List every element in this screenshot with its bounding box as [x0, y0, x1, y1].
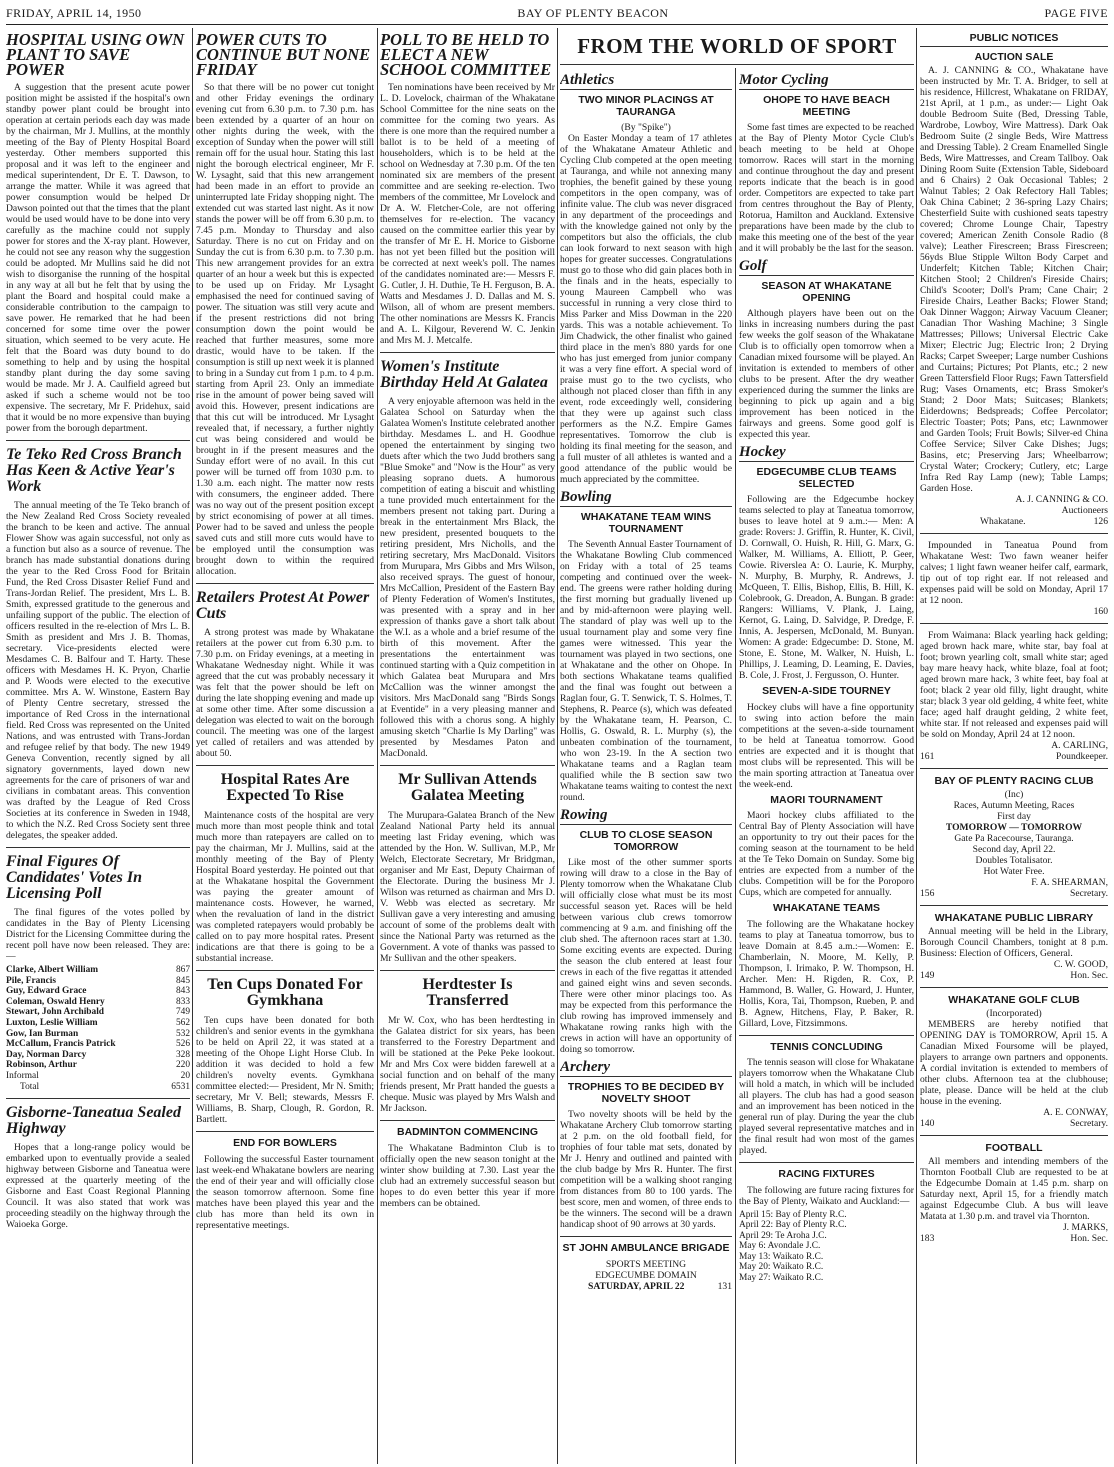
headline-power-cuts: POWER CUTS TO CONTINUE BUT NONE FRIDAY	[196, 30, 371, 79]
headline-hospital-rates: Hospital Rates Are Expected To Rise	[220, 771, 350, 804]
racing-line: TOMORROW — TOMORROW	[945, 822, 1083, 833]
section-golf: Golf	[739, 258, 914, 276]
article-hospital-rates: Maintenance costs of the hospital are very much more than most people think and total much more than ratepayers are called on to pay the chairman, Mr J. Mullins, said at the monthly meeting of the Bay of Plenty Hospital Board yesterday. He pointed out that at the Whakatane hospital the Government was paying the greater amount of maintenance costs. However, he warned, when the revaluation of land in the district was completed ratepayers would probably be called on to pay more hospital rates. Present indications are that there is going to be a substantial increase.	[196, 810, 374, 964]
golfclub-footer	[920, 1118, 1108, 1129]
article-gisborne: Hopes that a long-range policy would be embarked upon to eventually provide a sealed highway between Gisborne and Taneatua were expressed at the quarterly meeting of the Gisborne and East Coast Regional Planning Council. It was also stated that work was proceeding steadily on the highway through the Waioeka Gorge.	[6, 1142, 190, 1231]
divider	[560, 1236, 732, 1237]
headline-bowlers: END FOR BOWLERS	[233, 1137, 337, 1149]
candidate-name: Robinson, Arthur	[6, 1060, 77, 1071]
total-label: Total	[20, 1081, 40, 1092]
vote-count: 532	[175, 1028, 190, 1039]
headline-ten-cups: Ten Cups Donated For Gymkhana	[207, 976, 363, 1009]
byline-athletics: (By "Spike")	[621, 122, 671, 133]
auction-body: A. J. CANNING & CO., Whakatane have been instructed by Mr. T. A. Bridger, to sell at his residence, Hillcrest, Whakatane on FRIDAY, 21st April, at 1 p.m., as under:— Light Oak double Bedroom Suite (Bed, Dressing Table, Wardrobe, Lowboy, Wire Mattress). Dark Oak Bedroom Suite (2 single Beds, Wire Mattress and Dressing Table). 2 Cream Enamelled Single Beds, Wire Mattresses, and Cream Tallboy. Oak Dining Room Suite (Extension Table, Sideboard and 6 Chairs) 2 Oak Occasional Tables; 2 Walnut Tables; 2 Oak Refectory Hall Tables; Oak China Cabinet; 2 36-spring Lazy Chairs; Chesterfield Suite with cushioned seats tapestry covered; Chrome Lounge Chair, Tapestry covered; American Zenith Console Radio (8 valve); Leather Firescreen; Brass Firescreen; 56yds Blue Stipple Wilton Body Carpet and Underfelt; Kitchen Table; Kitchen Chair; Kitchen Stool; 2 Children's Fireside Chairs; Child's Scooter; Doll's Pram; Cane Chair; 2 Fireside Chairs, Leather Backs; Flower Stand; Oak Dinner Waggon; Airway Vacuum Cleaner; Canadian Thor Washing Machine; 3 Single Mattresses; Pillows; Universal Electric Cake Mixer; Electric Jug; Electric Iron; 2 Drying Racks; Carpet Sweeper; Large number Cushions and Curtains; Pictures; Pot Plants, etc.; 2 new Green Tattersfield Floor Rugs; Fawn Tattersfield Rug; Vases Ornaments, etc; Brass Smoker's Stand; 2 Door Mats; Suitcases; Blankets; Eiderdowns; Bedspreads; Coffee Percolator; Electric Toaster; Pots; Pans, etc; Lawnmower and Garden Tools; Fruit Bowls; Silver-ed China Coffee Service; Silver Cake Dishes; Jugs; Basins, etc; Preserving Jars; Wheelbarrow; Crystal Water; Crockery; Cutlery, etc; Large Infra Red Ray Lamp (new); Table Lamps; Garden Hose.	[920, 65, 1108, 494]
football-signature: J. MARKS,	[1062, 1222, 1108, 1233]
vote-count: 526	[175, 1039, 190, 1050]
article-athletics: On Easter Monday a team of 17 athletes of the Whakatane Amateur Athletic and Cycling Club competed at the open meeting at Tauranga, and while not annexing many trophies, the benefit gained by these young competitors in the open company, was of infinite value. The club was never disgraced in any department of the proceedings and with the knowledge gained not only by the competitors but also the officials, the club can look forward to next season with high hopes for greater successes. Congratulations must go to those who did gain places both in the finals and in the heats, especially to young Maureen Campbell who was successful in running a very close third to Miss Parker and Miss Dowman in the 220 yards. This was a notable achievement. To Jim Chadwick, the other finalist who gained third place in the men's 880 yards for one who has just emerged from junior company it was a very fine effort. A special word of praise must go to the two cyclists, who although not placed closer than fifth in any event, rode exceedingly well, considering that they were up against such class performers as the N.Z. Empire Games representatives. Tomorrow the club is holding its final meeting for the season, and a full muster of all athletes is wanted and a good attendance of the public would be much appreciated by the committee.	[560, 133, 732, 485]
candidate-name: Clarke, Albert William	[6, 965, 99, 975]
divider	[920, 1135, 1108, 1136]
column-1	[6, 28, 190, 1464]
divider	[196, 765, 374, 766]
column-rule	[192, 28, 193, 1464]
library-signature: C. W. GOOD,	[1053, 959, 1108, 970]
library-title: WHAKATANE PUBLIC LIBRARY	[934, 912, 1094, 924]
vote-count: 845	[175, 975, 190, 986]
waimana-notice: From Waimana: Black yearling hack gelding; aged brown hack mare, white star, bay foal at foot; brown yearling colt, small white star; aged bay mare heavy hack, white blaze, foal at foot; aged brown mare hack, 3 white feet, bay foal at foot; black 2 year old filly, light draught, white star; black 3 year old gelding, 4 white feet, white face; aged half draught gelding, 2 white feet, white star. If not released and expenses paid will be sold on Monday, April 24 at 12 noon.	[920, 630, 1108, 740]
fixtures-list	[739, 1210, 914, 1284]
table-row	[6, 1060, 190, 1071]
headline-athletics: TWO MINOR PLACINGS AT TAURANGA	[578, 94, 714, 118]
vote-count: 220	[175, 1060, 190, 1071]
racing-line: Second day, April 22.	[972, 844, 1056, 855]
golfclub-signature: A. E. CONWAY,	[1043, 1107, 1108, 1118]
pound-notice: Impounded in Taneatua Pound from Whakatane West: Two fawn weaner heifer calves; 1 light fawn weaner heifer calf, earmark, tip out of top right ear. If not released and expenses paid will be sold on Monday, April 17 at 12 noon.	[920, 540, 1108, 606]
vote-count: 562	[175, 1017, 190, 1028]
waimana-footer	[920, 751, 1108, 762]
candidate-name: McCallum, Francis Patrick	[6, 1039, 116, 1050]
headline-hockey: EDGECUMBE CLUB TEAMS SELECTED	[756, 466, 897, 490]
article-final-figures: The final figures of the votes polled by candidates in the Bay of Plenty Licensing District for the Licensing Committee during the recent poll have now been released. They are:—	[6, 907, 190, 962]
sport-banner-title: FROM THE WORLD OF SPORT	[577, 33, 897, 58]
auction-footer	[920, 516, 1108, 527]
article-rowing: Like most of the other summer sports rowing will draw to a close in the Bay of Plenty tomorrow when the Whakatane Club will officially close what must be its most successful season yet. Races will be held between various club crews tomorrow commencing at 9 a.m. and finishing off the club shed. The afternoon races start at 1.30. Some exciting events are expected. During the season the club entered at least four crews in each of the five regattas it attended and gained eight wins and seven seconds. There were other minor placings too. As may be expected from this performance the club rowing has improved immensely and Whakatane rowing ranks high with the crews in action will have an opportunity of doing so tomorrow.	[560, 857, 732, 1055]
headline-badminton: BADMINTON COMMENCING	[397, 1126, 538, 1138]
article-womens-institute: A very enjoyable afternoon was held in the Galatea School on Saturday when the Galatea Women's Institute celebrated another birthday. Mesdames L. and H. Goodhue opened the entertainment by singing two duets after which the two Judd brothers sang "Blue Smoke" and "Now is the Hour" as very pleasing soprano duets. A humorous competition of eating a biscuit and whistling a tune provided much entertainment for the members present not taking part. During a break in the entertainment Mrs Black, the new president, presented bouquets to the retiring president, Mrs Nicholls, and the retiring secretary, Mrs MacDonald. Visitors from Murupara, Mrs Gibbs and Mrs Wilson, also received sprays. The guest of honour, Mrs McCallion, President of the Eastern Bay of Plenty Federation of Women's Institutes, was presented with a spray and in her expression of thanks gave a short talk about the W.I. as a whole and a brief resume of the birth of this movement. After the presentations the entertainment was continued starting with a Quiz competition in which Galatea beat Murupara and Mrs McCallion was the winner amongst the visitors. Mrs MacDonald sang "Birds Songs at Eventide" in a very pleasing manner and followed this with a chorus song. A highly amusing sketch "Charlie Is My Darling" was presented by Mesdames Paton and MacDonald.	[380, 396, 555, 759]
divider	[920, 905, 1108, 906]
headline-whakatane-teams: WHAKATANE TEAMS	[773, 902, 880, 914]
article-maori-tournament: Maori hockey clubs affiliated to the Central Bay of Plenty Association will have an opportunity to try out their paces for the coming season at the tournament to be held at the Te Teko Domain on Sunday. Some big entries are expected from a number of the clubs. Competition will be for the Poroporo Cups, which are competed for annually.	[739, 810, 914, 898]
golfclub-body: MEMBERS are hereby notified that OPENING DAY is TOMORROW, April 15. A Canadian Mixed Foursome will be played, players to arrange own partners and opponents. A cordial invitation is extended to members of other clubs. Afternoon tea at the clubhouse; plate, please. Dance will be held at the club house in the evening.	[920, 1019, 1108, 1107]
list-item: April 22: Bay of Plenty R.C.	[739, 1220, 847, 1231]
divider	[6, 1098, 190, 1099]
golfclub-sub: (Incorporated)	[986, 1008, 1042, 1019]
candidate-name: Luxton, Leslie William	[6, 1017, 98, 1028]
football-signature-title: Hon. Sec.	[1070, 1233, 1108, 1244]
article-tennis: The tennis season will close for Whakatane players tomorrow when the Whakatane Club will hold a match, in which will be included all players. The club has had a good season and an improvement has been noticed in the general run of play. During the year the club played several representative matches and in the final result had won most of the games played.	[739, 1057, 914, 1156]
racing-line: Hot Water Free.	[983, 866, 1045, 877]
section-motor-cycling: Motor Cycling	[739, 72, 914, 90]
column-rule	[916, 28, 917, 1464]
list-item: May 20: Waikato R.C.	[739, 1262, 824, 1273]
auction-title: AUCTION SALE	[974, 51, 1054, 63]
notice-number: 161	[920, 751, 935, 762]
article-archery: Two novelty shoots will be held by the Whakatane Archery Club tomorrow starting at 2 p.m. on the old football field, for trophies of four table mat sets, donated by Mr J. Henry and outlined and painted with the club badge by Mrs R. Hunter. The first competition will be a walking shoot ranging from distances from 80 to 100 yards. The best score, men and women, of three ends to be the winners. The second will be a drawn handicap shoot of 90 arrows at 30 yards.	[560, 1109, 732, 1230]
notice-number: 156	[920, 888, 935, 899]
notice-number: 149	[920, 970, 935, 981]
sport-banner	[560, 28, 914, 65]
headline-archery: TROPHIES TO BE DECIDED BY NOVELTY SHOOT	[567, 1081, 725, 1105]
football-title: FOOTBALL	[985, 1142, 1043, 1154]
candidate-name: Day, Norman Darcy	[6, 1049, 87, 1060]
headline-final-figures: Final Figures Of Candidates' Votes In Licensing Poll	[6, 853, 143, 902]
headline-womens-institute: Women's Institute Birthday Held At Galatea	[380, 358, 548, 391]
list-item: May 13: Waikato R.C.	[739, 1251, 824, 1262]
divider	[380, 970, 555, 971]
divider	[920, 987, 1108, 988]
section-hockey: Hockey	[739, 444, 914, 462]
divider	[920, 533, 1108, 534]
article-power-cuts: So that there will be no power cut tonight and other Friday evenings the ordinary evening cut from 6.30 p.m. to 7.30 p.m. has been extended by a quarter of an hour on other nights during the week, with the exception of Sunday when the power will still remain off for the usual hour. Stating this last night the borough electrical engineer, Mr F. W. Lysaght, said that this new arrangement had been made in an effort to provide an uninterrupted late Friday shopping night. The extended cut was started last night. As it now stands the power will be off from 6.30 p.m. to 7.45 p.m. Monday to Thursday and also Saturday. There is no cut on Friday and on Sunday the cut is from 6.30 p.m. to 7.30 p.m. This new arrangement provides for an extra quarter of an hour a week but this is expected to be used up on Friday. Mr Lysaght emphasised the need for continued saving of power. The situation was still very acute and if the present restrictions did not bring consumption down the point would be reached that further measures, some more drastic, would have to be taken. If the consumption is still up next week it is planned to bring in a Sunday cut from 1 p.m. to 4 p.m. starting from April 23. Only an immediate rise in the amount of power being saved will avoid this. However, present indications are that this cut will be introduced. Mr Lysaght revealed that, if necessary, a further nightly cut was being considered and would be brought in if the present measures and the Sunday effort were of no avail. In this cut power will be turned off from 1030 p.m. to 1.30 a.m. each night. The matter now rests with consumers, the engineer added. There was no way out of the present position except by strict economising of power at all times. Power had to be saved and unless the people saved cuts and still more cuts would have to be employed until the consumption was brought down to within the required allocation.	[196, 82, 374, 577]
divider	[380, 352, 555, 353]
public-notices-header: PUBLIC NOTICES	[920, 32, 1108, 47]
candidate-name: Informal	[6, 1070, 39, 1081]
golfclub-signature-title: Secretary.	[1070, 1118, 1108, 1129]
racing-club-title: BAY OF PLENTY RACING CLUB	[934, 775, 1094, 787]
headline-retailers: Retailers Protest At Power Cuts	[196, 589, 370, 622]
vote-count: 328	[175, 1049, 190, 1060]
column-4	[560, 68, 732, 1464]
headline-golf: SEASON AT WHAKATANE OPENING	[761, 280, 892, 304]
notice-number: 140	[920, 1118, 935, 1129]
auction-signature: A. J. CANNING & CO.	[1015, 494, 1108, 505]
divider	[6, 847, 190, 848]
headline-gisborne: Gisborne-Taneatua Sealed Highway	[6, 1104, 181, 1138]
headline-tennis: TENNIS CONCLUDING	[770, 1040, 883, 1053]
racing-secretary: F. A. SHEARMAN,	[1031, 877, 1108, 888]
list-item: April 15: Bay of Plenty R.C.	[739, 1209, 847, 1220]
article-bowling: The Seventh Annual Easter Tournament of the Whakatane Bowling Club commenced on Friday with a total of 25 teams competing and continued over the week-end. The greens were rather holding during the first morning but gradually livened up and by mid-afternoon were playing well. The standard of play was well up to the usual tournament play and some very fine games were witnessed. This year the tournament was played in two sections, one at Whakatane and the other on Ohope. In both sections Whakatane teams qualified and the final was fought out between a Raglan four, G. T. Senwick, T. S. Holmes, T. Stephens, R. Pearce (s), which was defeated by the Whakatane team, H. Pearson, C. Hollis, G. Oswald, R. L. Murphy (s), the unbeaten combination of the tournament, who won 23-19. In the A section two Whakatane teams and a Raglan team qualified while the B section saw two Whakatane teams waiting to contest the next round.	[560, 539, 732, 803]
divider	[380, 765, 555, 766]
racing-line: Races, Autumn Meeting, Races	[953, 800, 1075, 811]
headline-bowling: WHAKATANE TEAM WINS TOURNAMENT	[580, 511, 712, 535]
vote-count: 843	[175, 986, 190, 997]
column-rule	[377, 28, 378, 1464]
st-john-line: SPORTS MEETING	[605, 1258, 687, 1270]
article-hockey: Following are the Edgecumbe hockey teams selected to play at Taneatua tomorrow, buses to leave hotel at 9 a.m.:— Men: A grade: Rovers: J. Griffin, R. Hunter, K. Civil, D. Cornwall, O. Huish, R. Hill, G. Marx, G. Walker, M. Williams, A. Elliott, P. Geer, Cowie. Riverslea A: O. Laurie, K. Murphy, N. Murphy, B. Murphy, R. Andrews, J. McQueen, T. Ellis, Bishop, Ellis, B. Hill, K. Colebrook, G. Dreadon, A. Bungan. B grade: Rangers: Williams, V. Plank, J. Laing, Kernot, G. Laing, D. Salvidge, P. Dredge, F. Innis, A. Jespersen, McDonald, M. Bunyan. Women: A grade: Edgecumbe: D. Stone, M. Stone, E. Stone, M. Walker, N. Huish, L. Phillips, J. Leaming, D. Leaming, E. Davies, B. Cole, J. Frost, J. Fergusson, O. Hunter.	[739, 494, 914, 681]
masthead-page: PAGE FIVE	[1044, 6, 1108, 20]
article-whakatane-teams: The following are the Whakatane hockey teams to play at Taneatua tomorrow, bus to leave Domain at 8.45 a.m.:—Women: E. Chamberlain, N. Moore, M. Kelly, P. Thompson, I. Irimako, P. W. Thompson, H. Archer. Men: H. Rigden, R. Cox, P. Hammond, B. Waller, G. Howard, J. Hunter, Hollis, Kora, Tai, Thompson, Rueben, P. and B. Agnew, Hitchens, Flay, P. Baker, R. Gillard, Love, Fitzsimmons.	[739, 918, 914, 1029]
st-john-date: SATURDAY, APRIL 22	[588, 1280, 685, 1292]
section-athletics: Athletics	[560, 72, 732, 90]
divider	[196, 1131, 374, 1132]
article-badminton: The Whakatane Badminton Club is to officially open the new season tonight at the winter show building at 7.30. Last year the club had an extremely successful season but hopes to do even better this year if more members can be obtained.	[380, 1142, 555, 1209]
headline-rowing: CLUB TO CLOSE SEASON TOMORROW	[579, 829, 713, 853]
column-rule	[557, 28, 558, 1464]
racing-club-sub: (Inc)	[1004, 789, 1024, 800]
racing-secretary-title: Secretary.	[1070, 888, 1108, 899]
article-bowlers: Following the successful Easter tournament last week-end Whakatane bowlers are nearing the end of their year and will officially close the season tomorrow afternoon. Some fine matches have been played this year and the club has more than held its own in representative meetings.	[196, 1153, 374, 1231]
headline-poll: POLL TO BE HELD TO ELECT A NEW SCHOOL COMMITTEE	[380, 30, 552, 79]
article-retailers: A strong protest was made by Whakatane retailers at the power cut from 6.30 p.m. to 7.30 p.m. on Friday evenings, at a meeting in Whakatane Wednesday night. While it was agreed that the cut was probably necessary it was felt that the power should be left on during the late shopping evening and made up at some other time. After some discussion a delegation was elected to wait on the borough council. The meeting was one of the largest yet called of retailers and was attended by about 50.	[196, 627, 374, 759]
column-6-notices	[920, 28, 1108, 1464]
football-body: All members and intending members of the Thornton Football Club are requested to be at the Edgecumbe Domain at 1.45 p.m. sharp on Saturday next, April 15, for a friendly match against Edgecumbe Club. A bus will leave Matata at 1.30 p.m. and travel via Thornton.	[920, 1156, 1108, 1222]
candidate-name: Guy, Edward Grace	[6, 986, 87, 997]
library-body: Annual meeting will be held in the Library, Borough Council Chambers, tonight at 8 p.m. Business: Election of Officers, General.	[920, 926, 1108, 959]
article-golf: Although players have been out on the links in increasing numbers during the past few weeks the golf season of the Whakatane Club is to officially open tomorrow when a Canadian mixed foursome will be played. An invitation is extended to members of other clubs to be present. After the dry weather experienced during the summer the links are beginning to pick up again and a big improvement has been noticed in the fairways and greens. Some good golf is expected this year.	[739, 308, 914, 440]
list-item: May 27: Waikato R.C.	[739, 1273, 824, 1284]
column-2	[196, 28, 374, 1464]
article-te-teko: The annual meeting of the Te Teko branch of the New Zealand Red Cross Society revealed the branch to be keen and active. The annual Flower Show was again successful, not only as a function but also as a source of revenue. The branch has made substantial donations during the year to the Red Cross Food for Britain Fund, the Red Cross Disaster Relief Fund and Trans-Jordan Relief. The president, Mrs L. B. Smith, expressed gratitude to the generous and unfailing support of the public. The election of officers resulted in the re-election of Mrs L. B. Smith as president and Mrs J. B. Thomas, secretary. Vice-presidents elected were Mesdames C. B. Balfour and T. Harty. These officers with Mesdames H. K. Pryon, Charlie and P. Woods were elected to the executive committee. Mrs A. W. Winstone, Eastern Bay of Plenty Centre secretary, stressed the importance of Red Cross in the international field. Red Cross was represented on the United Nations, and was entrusted with Trans-Jordan and refugee relief by that body. The new 1949 Geneva Convention, recently signed by all signatory governments, layed down new agreements for the care of prisoners of war and civilians in combatant areas. This convention was drafted by the League of Red Cross Societies at its conference in Sweden in 1948, to which the N.Z. Red Cross Society sent three delegates, the speaker added.	[6, 500, 190, 841]
st-john-line: EDGECUMBE DOMAIN	[595, 1269, 697, 1281]
article-sullivan: The Murupara-Galatea Branch of the New Zealand National Party held its annual meeting last Friday evening, which was attended by the Hon. W. Sullivan, M.P., Mr Welch, Electorate Secretary, Mr Bridgman, organiser and Mr East, Deputy Chairman of the Electorate. During the business Mr J. Wilson was returned as chairman and Mrs D. V. Webb was elected as secretary. Mr Sullivan gave a very interesting and amusing account of some of the problems dealt with since the National Party was returned as the Government. A vote of thanks was passed to Mr Sullivan and the other speakers.	[380, 810, 555, 964]
article-seven-a-side: Hockey clubs will have a fine opportunity to swing into action before the main competitions at the seven-a-side tournament to be held at Taneatua tomorrow. Good entries are expected and it is thought that most clubs will be represented. This will be the main sporting attraction at Taneatua over the week-end.	[739, 701, 914, 790]
table-row	[6, 1039, 190, 1050]
table-row	[6, 965, 190, 976]
article-motor: Some fast times are expected to be reached at the Bay of Plenty Motor Cycle Club's beach meeting to be held at Ohope tomorrow. Races will start in the morning and continue throughout the day and present reports indicate that the beach is in good order. Competitors are expected to take part from centres throughout the Bay of Plenty, Rotorua, Hamilton and Auckland. Extensive preparations have been made by the club to make this meeting one of the best of the year and it will probably be the last for the season.	[739, 122, 914, 254]
notice-number: 183	[920, 1233, 935, 1244]
library-footer	[920, 970, 1108, 981]
masthead-title: BAY OF PLENTY BEACON	[517, 6, 669, 20]
masthead	[6, 2, 1108, 25]
divider	[380, 1120, 555, 1121]
divider	[739, 1162, 914, 1163]
article-hospital-plant: A suggestion that the present acute power position might be assisted if the hospital's own standby power plant could be brought into operation at certain periods each day was made by the chairman, Mr J. Mullins, at the monthly meeting of the Bay of Plenty Hospital Board yesterday. Other members supported this proposal and it was left to the engineer and medical superintendent, Dr E. T. Dawson, to arrange the matter. While it was agreed that power consumption would be helped Dr Dawson pointed out that the times that the plant would be used would have to be done into very carefully as the machine could not supply power for stores and the X-ray plant. However, he could not see any reason why the suggestion could be adopted. Mr Mullins said he did not wish to disorganise the running of the hospital in any way at all but he felt that by using the plant the Board and hospital could make a considerable contribution to the campaign to save power. He remarked that he had been concerned for some time over the power situation, which seemed to be very acute. He felt that the Board was duty bound to do something to help and by using the hospital standby plant during the day some saving would be made. Mr J. A. Caulfield agreed but asked if such a scheme would not be too expensive. The secretary, Mr F. Pridehux, said that it would be no more expensive than buying power from the borough department.	[6, 82, 190, 434]
divider	[739, 1035, 914, 1036]
library-signature-title: Hon. Sec.	[1070, 970, 1108, 981]
article-poll: Ten nominations have been received by Mr L. D. Lovelock, chairman of the Whakatane School Committee for the nine seats on the committee for the coming two years. As there is one more than the required number a ballot is to be held of a meeting of householders, which is to be held at the school on Wednesday at 7.30 p.m. Of the ten nominated six are members of the present committee and are seeking re-election. Two members of the committee, Mr Lovelock and Dr A. W. Fletcher-Cole, are not offering themselves for re-election. The vacancy caused on the committee earlier this year by the transfer of Mr E. H. Morice to Gisborne has not yet been filled but the position will be corrected at next week's poll. The names of the candidates nominated are:— Messrs F. G. Cutler, J. H. Duthie, Te H. Ferguson, B. A. Watts and Mesdames J. D. Dallas and M. S. Wilson, all of whom are present members. The other nominations are Messrs K. Francis and A. L. Kilgour, Reverend W. C. Jenkin and Mrs M. J. Metcalfe.	[380, 82, 555, 346]
article-racing: The following are future racing fixtures for the Bay of Plenty, Waikato and Auckland:—	[739, 1184, 914, 1207]
football-footer	[920, 1233, 1108, 1244]
headline-hospital-plant: HOSPITAL USING OWN PLANT TO SAVE POWER	[6, 30, 185, 79]
st-john-date-row	[560, 1281, 732, 1292]
divider	[196, 970, 374, 971]
table-row	[6, 976, 190, 987]
column-5	[739, 68, 914, 1464]
headline-te-teko: Te Teko Red Cross Branch Has Keen & Active Year's Work	[6, 446, 182, 495]
racing-line: Doubles Totalisator.	[975, 855, 1053, 866]
column-rule	[735, 68, 736, 1464]
auction-signature-role: Auctioneers	[1061, 505, 1108, 516]
notice-number: 160	[1093, 606, 1108, 617]
vote-count: 867	[175, 965, 190, 975]
headline-st-john: ST JOHN AMBULANCE BRIGADE	[562, 1242, 730, 1254]
votes-table	[6, 965, 190, 1092]
section-bowling: Bowling	[560, 489, 732, 507]
golfclub-title: WHAKATANE GOLF CLUB	[948, 994, 1080, 1006]
column-3	[380, 28, 555, 1464]
candidate-name: Stewart, John Archibald	[6, 1007, 105, 1018]
racing-footer	[920, 888, 1108, 899]
candidate-name: Coleman, Oswald Henry	[6, 996, 105, 1007]
divider	[196, 583, 374, 584]
racing-line: First day	[997, 811, 1031, 822]
headline-seven-a-side: SEVEN-A-SIDE TOURNEY	[762, 685, 891, 697]
divider	[920, 623, 1108, 624]
table-row	[6, 986, 190, 997]
masthead-date: FRIDAY, APRIL 14, 1950	[6, 6, 142, 20]
table-row-total	[6, 1082, 190, 1093]
table-row	[6, 1007, 190, 1018]
poundkeeper-name: A. CARLING,	[1051, 740, 1108, 751]
table-row	[6, 1050, 190, 1061]
auction-place: Whakatane.	[980, 516, 1026, 527]
table-row	[6, 1071, 190, 1082]
divider	[6, 440, 190, 441]
headline-sullivan: Mr Sullivan Attends Galatea Meeting	[398, 771, 537, 804]
candidate-name: Pile, Francis	[6, 975, 56, 986]
divider	[920, 768, 1108, 769]
section-rowing: Rowing	[560, 807, 732, 825]
vote-count: 749	[175, 1007, 190, 1018]
vote-count: 833	[175, 996, 190, 1007]
vote-count: 20	[180, 1070, 190, 1081]
table-row	[6, 997, 190, 1008]
candidate-name: Gow, Ian Burman	[6, 1028, 79, 1039]
poundkeeper-title: Poundkeeper.	[1056, 751, 1108, 762]
headline-herdtester: Herdtester Is Transferred	[422, 976, 513, 1009]
headline-motor: OHOPE TO HAVE BEACH MEETING	[763, 94, 890, 118]
notice-number: 131	[717, 1280, 732, 1292]
total-count: 6531	[171, 1081, 190, 1092]
article-herdtester: Mr W. Cox, who has been herdtesting in the Galatea district for six years, has been transferred to the Forestry Department and will be stationed at the Peke Peke lookout. Mr and Mrs Cox were bidden farewell at a social function and on behalf of the many friends present, Mr Pratt handed the guests a cheque. Music was played by Mrs Walsh and Mr Jackson.	[380, 1015, 555, 1114]
list-item: April 29: Te Aroha J.C.	[739, 1230, 827, 1241]
list-item: May 6: Avondale J.C.	[739, 1241, 821, 1252]
headline-racing: RACING FIXTURES	[778, 1168, 875, 1180]
notice-number: 126	[1093, 516, 1108, 527]
headline-maori-tournament: MAORI TOURNAMENT	[770, 793, 883, 806]
racing-line: Gate Pa Racecourse, Tauranga.	[954, 833, 1074, 844]
section-archery: Archery	[560, 1059, 732, 1077]
article-ten-cups: Ten cups have been donated for both children's and senior events in the gymkhana to be held on April 22, it was stated at a meeting of the Ohope Light Horse Club. In addition it was decided to hold a few children's novelty events. Gymkhana committee elected:— President, Mr N. Smith; secretary, Mr V. Bell; stewards, Messrs F. Williams, B. Sharp, Clough, R. Gordon, R. Bartlett.	[196, 1015, 374, 1125]
table-row	[6, 1029, 190, 1040]
table-row	[6, 1018, 190, 1029]
